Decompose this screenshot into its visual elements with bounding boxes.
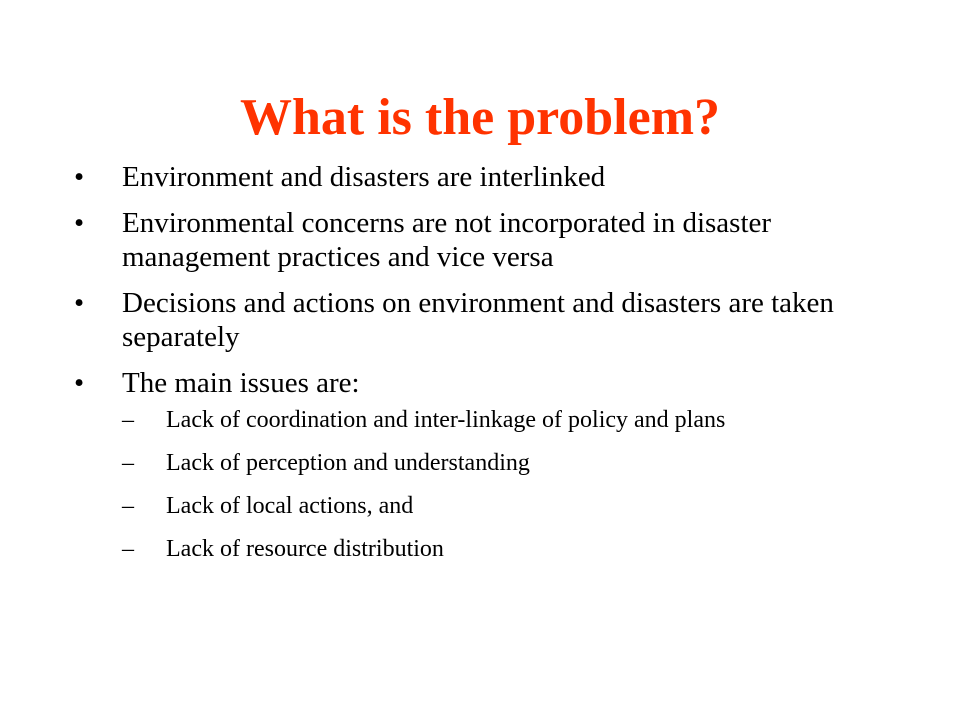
- sub-bullet-item: [122, 449, 894, 478]
- bullet-item: [74, 206, 894, 274]
- sub-bullet-item: [122, 492, 894, 521]
- slide-title: What is the problem?: [239, 89, 721, 146]
- sub-bullet-text: Lack of coordination and inter-linkage of policy and plans: [166, 407, 726, 433]
- sub-bullet-item: [122, 535, 894, 564]
- bullet-marker: •: [74, 287, 85, 319]
- bullet-text: The main issues are:: [122, 367, 360, 399]
- sub-bullet-text: Lack of local actions, and: [166, 493, 414, 519]
- sub-bullet-text: Lack of perception and understanding: [166, 450, 530, 476]
- bullet-item: [74, 366, 894, 564]
- bullet-item: [74, 160, 894, 194]
- sub-bullet-marker: –: [122, 450, 134, 476]
- bullet-text: Decisions and actions on environment and disasters are taken separately: [122, 287, 834, 353]
- sub-bullet-marker: –: [122, 407, 134, 433]
- bullet-item: [74, 286, 894, 354]
- sub-bullet-marker: –: [122, 493, 134, 519]
- bullet-text: Environment and disasters are interlinked: [122, 161, 606, 193]
- bullet-marker: •: [74, 367, 85, 399]
- bullet-text: Environmental concerns are not incorporated in disaster management practices and vice versa: [122, 207, 772, 273]
- sub-bullet-item: [122, 406, 894, 435]
- sub-bullet-list: [122, 406, 894, 564]
- bullet-list: [74, 160, 894, 578]
- sub-bullet-marker: –: [122, 536, 134, 562]
- bullet-marker: •: [74, 207, 85, 239]
- bullet-marker: •: [74, 161, 85, 193]
- sub-bullet-text: Lack of resource distribution: [166, 536, 444, 562]
